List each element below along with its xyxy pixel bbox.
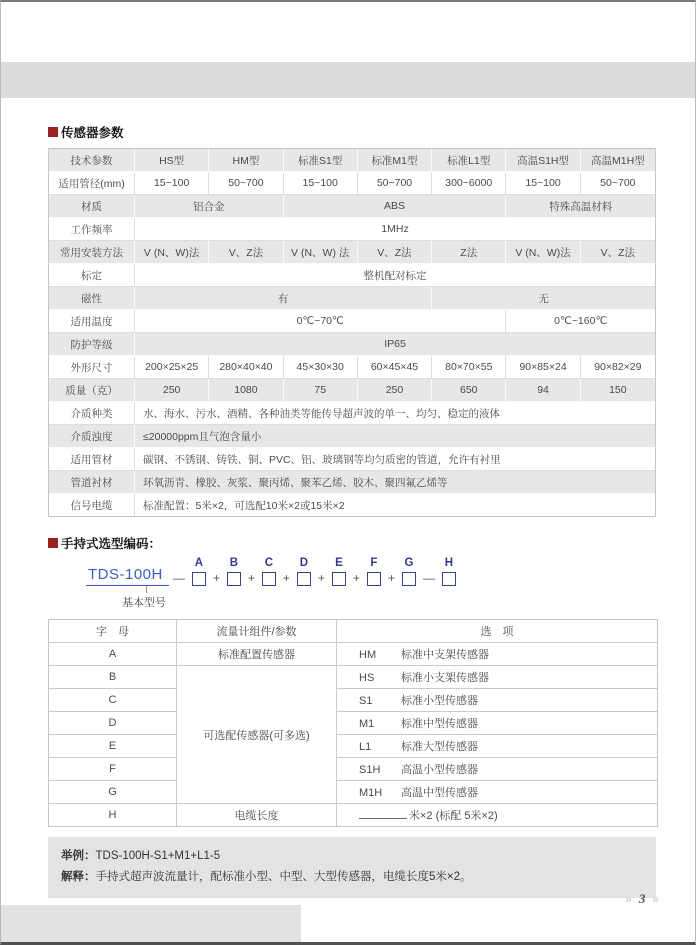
spec-value: 标准配置：5米×2，可选配10米×2或15米×2 <box>135 494 655 516</box>
spec-row <box>49 241 655 264</box>
spec-row-label: 防护等级 <box>49 333 135 356</box>
spec-value: V (N、W)法 <box>135 241 209 264</box>
order-letter: D <box>49 712 177 735</box>
code-letter: C <box>264 557 274 569</box>
order-row <box>49 712 657 735</box>
order-row <box>49 666 657 689</box>
example-box <box>48 837 656 898</box>
spec-row-label: 适用温度 <box>49 310 135 333</box>
spec-row-label: 介质种类 <box>49 402 135 425</box>
option-code: M1 <box>359 718 375 730</box>
page-number: 3 <box>638 891 646 906</box>
spec-value: 0℃~70℃ <box>135 310 506 333</box>
spec-value: 80×70×55 <box>432 356 506 379</box>
spec-value: 300~6000 <box>432 172 506 195</box>
code-unit-A <box>189 557 209 586</box>
page-content <box>48 123 656 898</box>
order-letter: F <box>49 758 177 781</box>
spec-column-header: HM型 <box>209 149 283 172</box>
order-letter: H <box>49 804 177 826</box>
option-code: M1H <box>359 787 383 799</box>
order-option <box>337 643 657 666</box>
order-letter: C <box>49 689 177 712</box>
spec-value: 150 <box>581 379 655 402</box>
spec-value: 有 <box>135 287 432 310</box>
code-letter: H <box>444 557 454 569</box>
code-letter: B <box>229 557 239 569</box>
code-letter: D <box>299 557 309 569</box>
code-box-icon <box>262 572 276 586</box>
model-coding-diagram <box>86 557 656 610</box>
code-separator: + <box>317 571 325 585</box>
code-unit-D <box>294 557 314 586</box>
option-description: 标准小支架传感器 <box>401 672 489 684</box>
spec-value: 1080 <box>209 379 283 402</box>
order-option <box>337 758 657 781</box>
header-band <box>1 62 695 98</box>
code-box-icon <box>442 572 456 586</box>
option-code: HS <box>359 672 375 684</box>
coding-section-title <box>48 534 656 552</box>
coding-section-title-text: 手持式选型编码： <box>61 537 162 551</box>
option-description: 标准小型传感器 <box>401 695 478 707</box>
spec-value: 50~700 <box>581 172 655 195</box>
spec-value: V、Z法 <box>358 241 432 264</box>
code-line <box>86 557 656 586</box>
sensor-section-title <box>48 123 656 141</box>
spec-value: ≤20000ppm且气泡含量小 <box>135 425 655 448</box>
code-box-icon <box>402 572 416 586</box>
spec-value: 50~700 <box>358 172 432 195</box>
code-unit-F <box>364 557 384 586</box>
example-value: TDS-100H-S1+M1+L1-5 <box>95 850 221 862</box>
code-unit-G <box>399 557 419 586</box>
ordering-table-body <box>49 620 657 826</box>
code-unit-B <box>224 557 244 586</box>
code-separator: — <box>422 571 435 585</box>
spec-row-label: 标定 <box>49 264 135 287</box>
spec-row <box>49 494 655 516</box>
option-description: 高温中型传感器 <box>401 787 478 799</box>
spec-column-header: 高温M1H型 <box>581 149 655 172</box>
code-separator: — <box>172 571 185 585</box>
explain-line <box>61 867 642 888</box>
spec-row <box>49 356 655 379</box>
code-unit-E <box>329 557 349 586</box>
spec-row <box>49 310 655 333</box>
spec-value: V、Z法 <box>581 241 655 264</box>
code-separator: + <box>282 571 290 585</box>
example-label: 举例： <box>61 850 96 862</box>
spec-column-header: 标准S1型 <box>284 149 358 172</box>
order-component: 可选配传感器(可多选) <box>177 666 337 804</box>
order-row <box>49 758 657 781</box>
code-box-icon <box>227 572 241 586</box>
order-column-header: 字 母 <box>49 620 177 643</box>
spec-value: 50~700 <box>209 172 283 195</box>
order-option <box>337 712 657 735</box>
spec-value: 0℃~160℃ <box>506 310 655 333</box>
blank-fill-line <box>359 807 407 819</box>
example-line <box>61 846 642 867</box>
chevron-left-icon: » <box>625 892 632 906</box>
spec-value: 250 <box>358 379 432 402</box>
option-description: 标准大型传感器 <box>401 741 478 753</box>
spec-value: V (N、W) 法 <box>284 241 358 264</box>
spec-value: 无 <box>432 287 655 310</box>
spec-row-label: 介质浊度 <box>49 425 135 448</box>
spec-column-header: 标准M1型 <box>358 149 432 172</box>
spec-row-label: 工作频率 <box>49 218 135 241</box>
sensor-spec-table-body <box>49 149 655 516</box>
code-box-icon <box>332 572 346 586</box>
spec-value: 250 <box>135 379 209 402</box>
spec-row-label: 适用管材 <box>49 448 135 471</box>
spec-row-label: 信号电缆 <box>49 494 135 516</box>
order-letter: B <box>49 666 177 689</box>
spec-row-label: 外形尺寸 <box>49 356 135 379</box>
spec-value: 碳钢、不锈钢、铸铁、铜、PVC、铝、玻璃钢等均匀质密的管道，允许有衬里 <box>135 448 655 471</box>
spec-header-row <box>49 149 655 172</box>
code-box-icon <box>192 572 206 586</box>
explain-label: 解释： <box>61 871 96 883</box>
code-letter: E <box>335 557 343 569</box>
code-unit-C <box>259 557 279 586</box>
spec-row-label: 材质 <box>49 195 135 218</box>
order-option <box>337 666 657 689</box>
option-description: 标准中型传感器 <box>401 718 478 730</box>
order-row <box>49 643 657 666</box>
spec-corner-header: 技术参数 <box>49 149 135 172</box>
spec-value: 15~100 <box>284 172 358 195</box>
code-letter: A <box>194 557 204 569</box>
spec-row-label: 管道衬材 <box>49 471 135 494</box>
option-code: S1H <box>359 764 381 776</box>
option-code: L1 <box>359 741 372 753</box>
order-column-header: 选 项 <box>337 620 657 643</box>
spec-row <box>49 333 655 356</box>
spec-row-label: 常用安装方法 <box>49 241 135 264</box>
spec-row <box>49 218 655 241</box>
order-row <box>49 735 657 758</box>
ordering-table <box>48 619 658 827</box>
code-units <box>169 557 459 586</box>
spec-value: 整机配对标定 <box>135 264 655 287</box>
order-letter: A <box>49 643 177 666</box>
spec-value: 94 <box>506 379 580 402</box>
code-separator: + <box>352 571 360 585</box>
code-letter: F <box>370 557 378 569</box>
code-box-icon <box>297 572 311 586</box>
spec-value: 铝合金 <box>135 195 284 218</box>
spec-value: V、Z法 <box>209 241 283 264</box>
spec-value: 特殊高温材料 <box>506 195 655 218</box>
spec-column-header: HS型 <box>135 149 209 172</box>
spec-value: 90×85×24 <box>506 356 580 379</box>
spec-value: 280×40×40 <box>209 356 283 379</box>
spec-value: 75 <box>284 379 358 402</box>
spec-row-label: 质量（克） <box>49 379 135 402</box>
red-square-bullet-icon <box>48 538 58 548</box>
option-code: S1 <box>359 695 373 707</box>
spec-value: V (N、W)法 <box>506 241 580 264</box>
spec-column-header: 高温S1H型 <box>506 149 580 172</box>
spec-value: 60×45×45 <box>358 356 432 379</box>
spec-value: 200×25×25 <box>135 356 209 379</box>
order-component: 标准配置传感器 <box>177 643 337 666</box>
spec-row <box>49 379 655 402</box>
spec-row-label: 磁性 <box>49 287 135 310</box>
spec-value: 15~100 <box>506 172 580 195</box>
base-model-code: TDS-100H <box>86 566 169 586</box>
order-header-row <box>49 620 657 643</box>
code-separator: + <box>387 571 395 585</box>
spec-value: 45×30×30 <box>284 356 358 379</box>
explain-value: 手持式超声波流量计，配标准小型、中型、大型传感器，电缆长度5米×2。 <box>95 871 472 883</box>
order-row <box>49 804 657 826</box>
base-model-connector-line <box>146 586 147 593</box>
spec-value: 90×82×29 <box>581 356 655 379</box>
order-letter: E <box>49 735 177 758</box>
order-option <box>337 781 657 804</box>
option-description: 标准中支架传感器 <box>401 649 489 661</box>
code-separator: + <box>247 571 255 585</box>
chevron-right-icon: » <box>652 892 659 906</box>
spec-value: IP65 <box>135 333 655 356</box>
spec-row <box>49 402 655 425</box>
order-letter: G <box>49 781 177 804</box>
order-column-header: 流量计组件/参数 <box>177 620 337 643</box>
page-number-area <box>625 891 659 907</box>
option-code: HM <box>359 649 377 661</box>
spec-value: 15~100 <box>135 172 209 195</box>
spec-row-label: 适用管径(mm) <box>49 172 135 195</box>
order-component: 电缆长度 <box>177 804 337 826</box>
order-row <box>49 781 657 804</box>
spec-row <box>49 172 655 195</box>
order-option: 米×2 (标配 5米×2) <box>337 804 657 826</box>
footer-band <box>1 905 301 942</box>
spec-value: 1MHz <box>135 218 655 241</box>
spec-row <box>49 448 655 471</box>
spec-value: 环氧沥青、橡胶、灰浆、聚丙烯、聚苯乙烯、胶木、聚四氟乙烯等 <box>135 471 655 494</box>
spec-row <box>49 287 655 310</box>
spec-row <box>49 425 655 448</box>
order-option <box>337 689 657 712</box>
code-box-icon <box>367 572 381 586</box>
order-row <box>49 689 657 712</box>
base-model-label: 基本型号 <box>122 597 166 609</box>
order-option <box>337 735 657 758</box>
spec-row <box>49 471 655 494</box>
code-separator: + <box>212 571 220 585</box>
spec-value: 水、海水、污水、酒精、各种油类等能传导超声波的单一、均匀、稳定的液体 <box>135 402 655 425</box>
sensor-spec-table <box>48 148 656 517</box>
red-square-bullet-icon <box>48 127 58 137</box>
code-unit-H <box>439 557 459 586</box>
code-letter: G <box>404 557 414 569</box>
spec-row <box>49 264 655 287</box>
spec-value: 650 <box>432 379 506 402</box>
spec-value: Z法 <box>432 241 506 264</box>
spec-value: ABS <box>284 195 507 218</box>
sensor-section-title-text: 传感器参数 <box>61 126 124 140</box>
spec-row <box>49 195 655 218</box>
spec-column-header: 标准L1型 <box>432 149 506 172</box>
option-description: 高温小型传感器 <box>401 764 478 776</box>
